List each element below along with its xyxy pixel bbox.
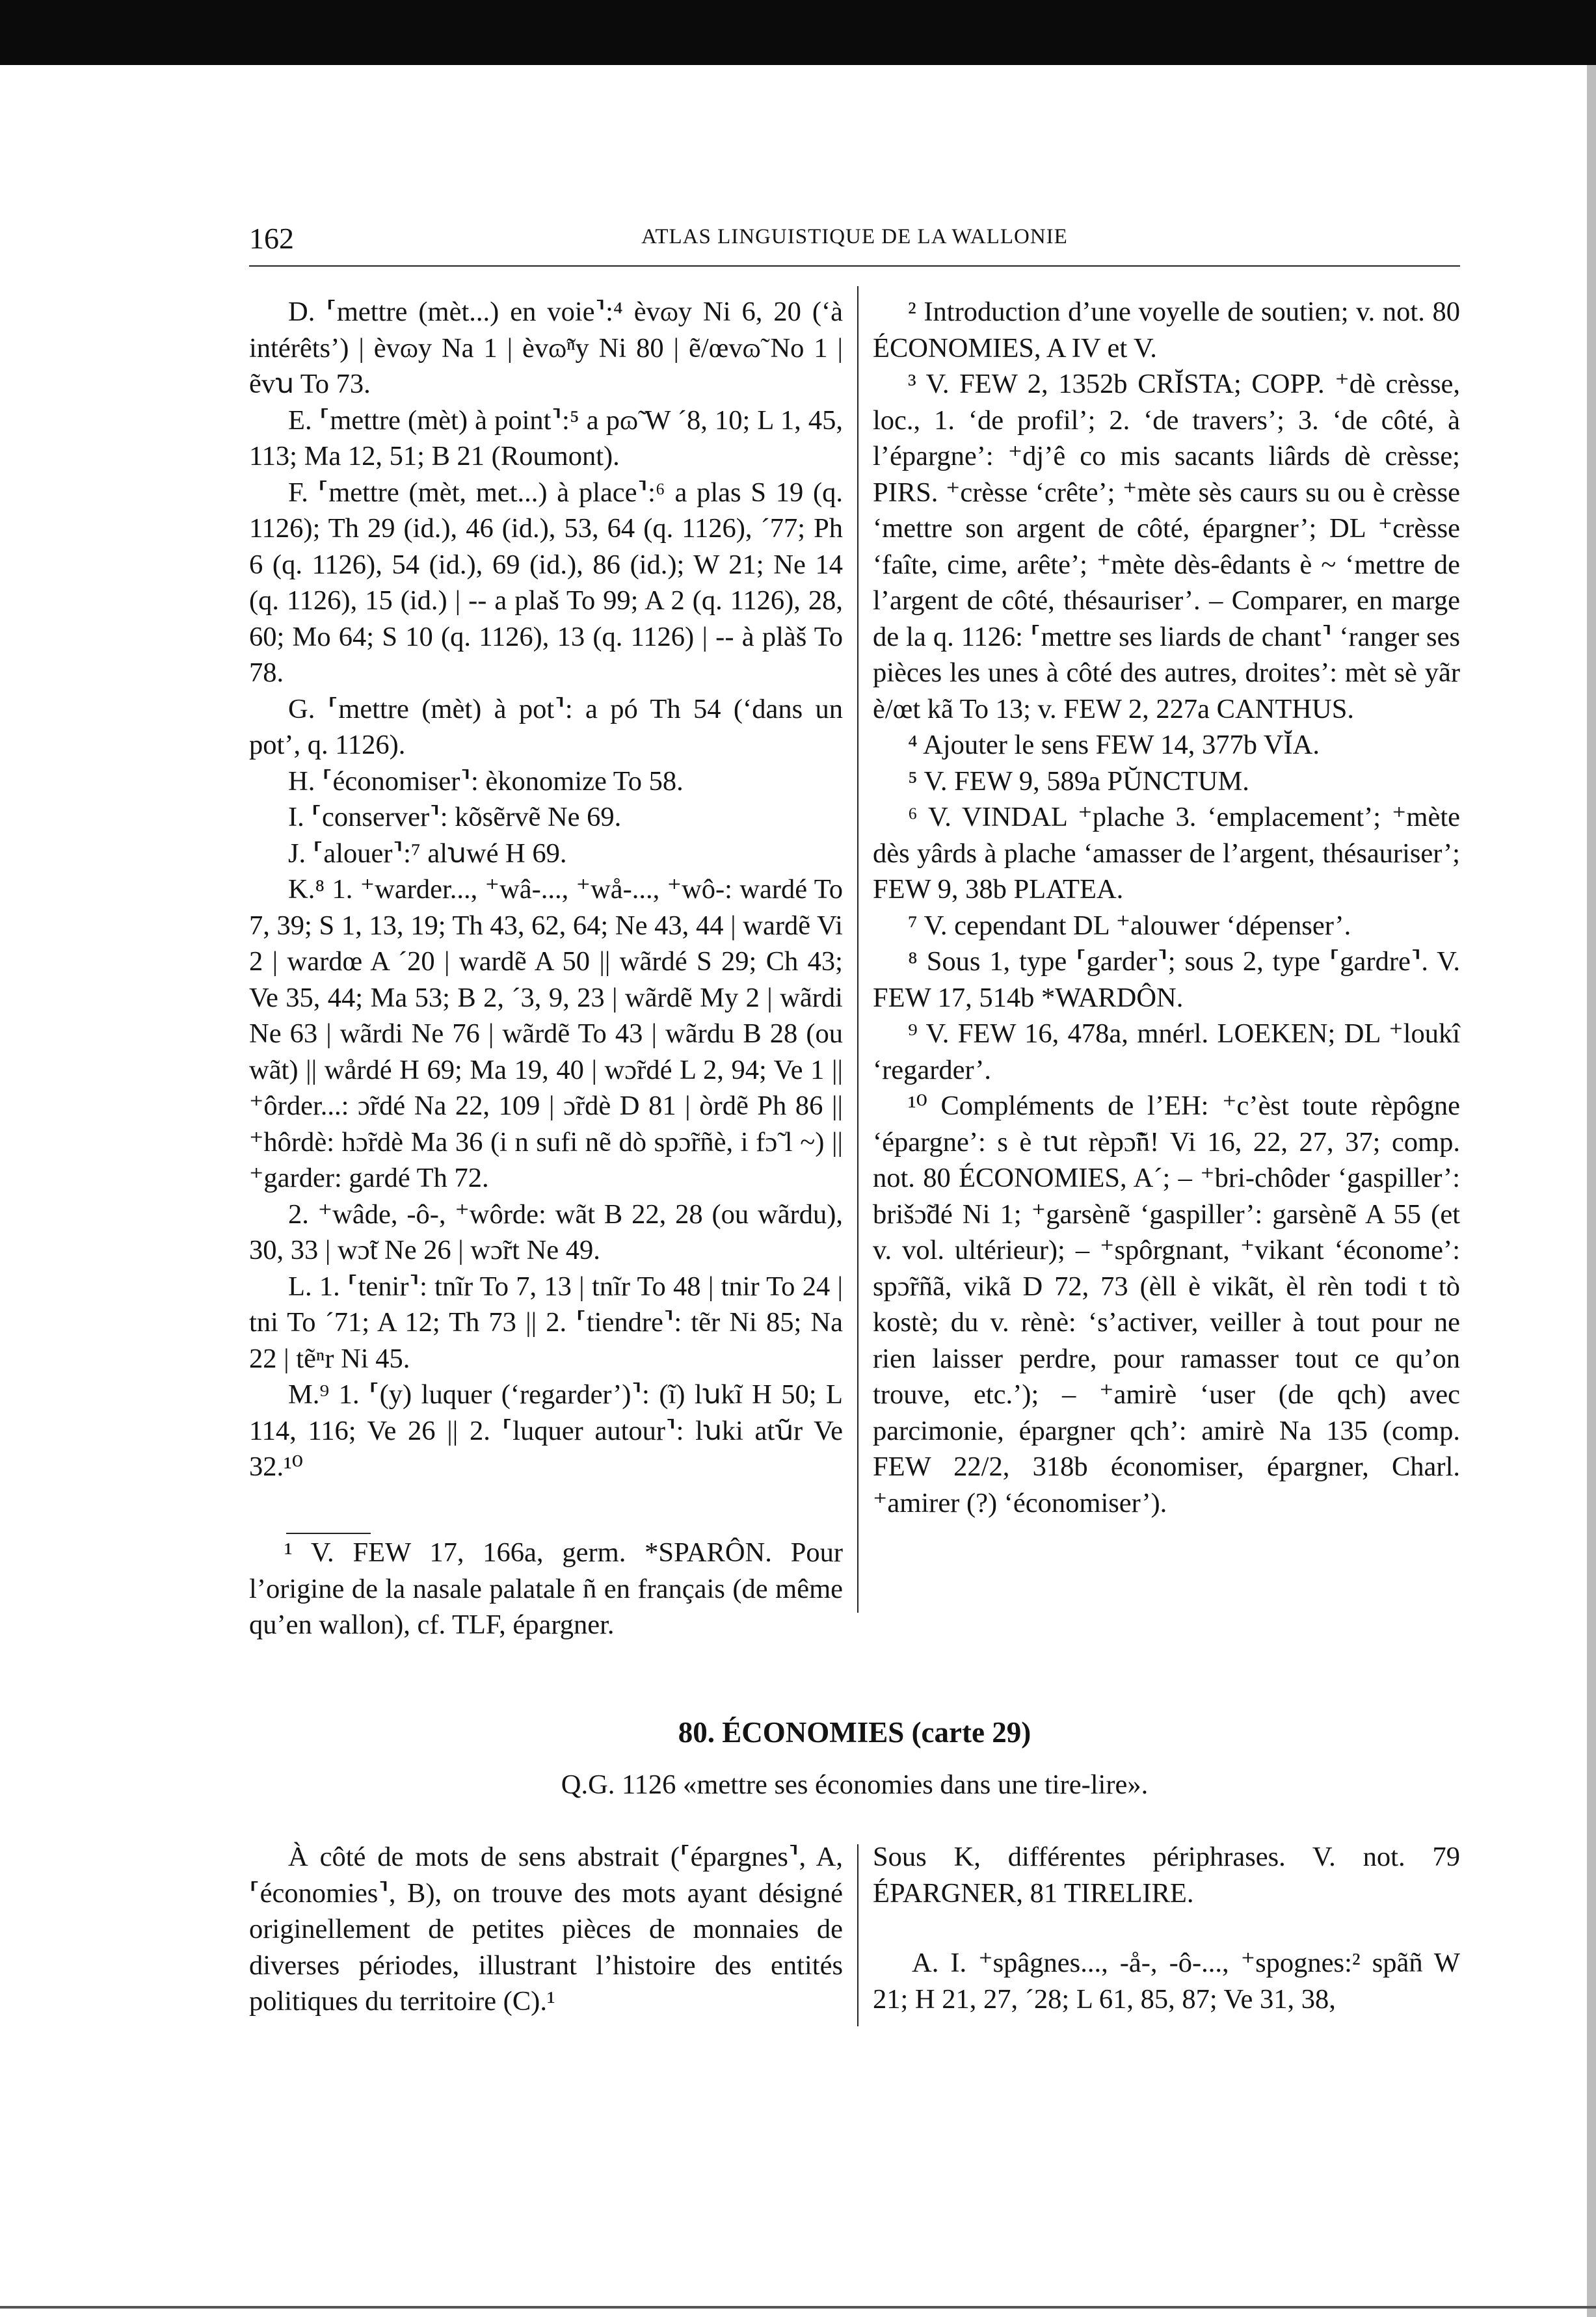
entry-j: J. ⸢alouer⸣:⁷ alꭒwé H 69. (288, 838, 567, 869)
entry-i: I. ⸢conserver⸣: kõsẽrvẽ Ne 69. (288, 802, 622, 832)
entry-e: E. ⸢mettre (mèt) à point⸣:⁵ a pɷ̃ W ´8, 10; L 1, 45, 113; Ma 12, 51; B 21 (Roumont). (249, 404, 843, 471)
right-column-notes (873, 294, 1460, 1521)
footnote-6: ⁶ V. VINDAL ⁺plache 3. ‘emplacement’; ⁺mète dès yârds à plache ‘amasser de l’argent, thésauriser’; FEW 9, 38b PLATEA. (873, 802, 1460, 905)
footnote-rule (286, 1533, 371, 1534)
entry-h: H. ⸢économiser⸣: èkonomize To 58. (288, 765, 684, 797)
footnote-10: ¹⁰ Compléments de l’EH: ⁺c’èst toute rèpôgne ‘épargne’: s è tꭒt rèpɔ̃ñ! Vi 16, 22, 27, 37; comp. not. 80 ÉCONOMIES, A´; – ⁺bri-chôder ‘gaspiller’: brišɔ̃dé Ni 1; ⁺garsènẽ ‘gaspiller’: garsènẽ A 55 (et v. vol. ultérieur); – ⁺spôrgnant, ⁺vikant ‘économe’: spɔ̃rñã, vikã D 72, 73 (èll è vikãt, èl rèn todi t tò kostè; du v. rènè: ‘s’activer, veiller à tout pour ne rien laisser perdre, pour ramasser tout ce qu’on trouve, etc.’); – ⁺amirè ‘user (de qch) avec parcimonie, épargner qch’: amirè Na 135 (comp. FEW 22/2, 318b économiser, épargner, Charl. ⁺amirer (?) ‘économiser’). (873, 1091, 1460, 1518)
section-intro: À côté de mots de sens abstrait (⸢épargnes⸣, A, ⸢économies⸣, B), on trouve des mots ayant désigné originellement de petites pièces de monnaies de diverses périodes, illustrant l’histoire des entités politiques du territoire (C).¹ (249, 1842, 843, 2017)
entry-k1: K.⁸ 1. ⁺warder..., ⁺wâ-..., ⁺wå-..., ⁺wô-: wardé To 7, 39; S 1, 13, 19; Th 43, 62, 64; Ne 43, 44 | wardẽ Vi 2 | wardœ A ´20 | wardẽ A 50 || wãrdé S 29; Ch 43; Ve 35, 44; Ma 53; B 2, ´3, 9, 23 | wãrdẽ My 2 | wãrdi Ne 63 | wãrdi Ne 76 | wãrdẽ To 43 | wãrdu B 28 (ou wãt) || wårdé H 69; Ma 19, 40 | wɔ̃rdé L 2, 94; Ve 1 || ⁺ôrder...: ɔ̃rdé Na 22, 109 | ɔ̃rdè D 81 | òrdẽ Ph 86 || ⁺hôrdè: hɔ̃rdè Ma 36 (i n sufi nẽ dò spɔ̃rñè, i fɔ̃ l ~) || ⁺garder: gardé Th 72. (249, 874, 843, 1193)
footnote-5: ⁵ V. FEW 9, 589a PŬNCTUM. (908, 765, 1249, 797)
page-number: 162 (249, 222, 294, 255)
column-divider-bottom (857, 1844, 858, 2026)
running-title: ATLAS LINGUISTIQUE DE LA WALLONIE (641, 225, 1068, 248)
section-right-para-1: Sous K, différentes périphrases. V. not. 79 ÉPARGNER, 81 TIRELIRE. (873, 1842, 1460, 1909)
section-right-para-2: A. I. ⁺spâgnes..., -å-, -ô-..., ⁺spognes:² spãñ W 21; H 21, 27, ´28; L 61, 85, 87; Ve 31, 38, (873, 1948, 1460, 2015)
section-right-text (873, 1839, 1460, 2017)
scan-right-edge (1587, 65, 1596, 2317)
entry-k2: 2. ⁺wâde, -ô-, ⁺wôrde: wãt B 22, 28 (ou wãrdu), 30, 33 | wɔ̃t Ne 26 | wɔ̃rt Ne 49. (249, 1198, 843, 1265)
footnote-4: ⁴ Ajouter le sens FEW 14, 377b VĬA. (908, 730, 1320, 760)
footnote-3: ³ V. FEW 2, 1352b CRĬSTA; COPP. ⁺dè crèsse, loc., 1. ‘de profil’; 2. ‘de travers’; 3. ‘de côté, à l’épargne’: ⁺dj’ê co mis sacants liârds dè crèsse; PIRS. ⁺crèsse ‘crête’; ⁺mète sès caurs su ou è crèsse ‘mettre son argent de côté, épargner’; DL ⁺crèsse ‘faîte, cime, arête’; ⁺mète dès-êdants è ~ ‘mettre de l’argent de côté, thésauriser’. – Comparer, en marge de la q. 1126: ⸢mettre ses liards de chant⸣ ‘ranger ses pièces les unes à côté des autres, droites’: mèt sè yãr è/œt kã To 13; v. FEW 2, 227a CANTHUS. (873, 369, 1460, 724)
footnote-7: ⁷ V. cependant DL ⁺alouwer ‘dépenser’. (908, 910, 1351, 941)
section-subtitle: Q.G. 1126 «mettre ses économies dans une tire-lire». (561, 1769, 1149, 1800)
left-column (249, 294, 843, 1485)
page-header (249, 221, 1460, 260)
footnote-2: ² Introduction d’une voyelle de soutien; v. not. 80 ÉCONOMIES, A IV et V. (873, 297, 1460, 364)
section-left-text (249, 1839, 843, 2020)
left-footnote-block (249, 1535, 843, 1643)
column-divider-top (857, 286, 858, 1613)
header-rule (249, 265, 1460, 267)
entry-g: G. ⸢mettre (mèt) à pot⸣: a pó Th 54 (‘dans un pot’, q. 1126). (249, 693, 843, 760)
scan-bottom-border (0, 2306, 1596, 2309)
section-title: 80. ÉCONOMIES (carte 29) (678, 1716, 1031, 1749)
entry-f: F. ⸢mettre (mèt, met...) à place⸣:⁶ a plas S 19 (q. 1126); Th 29 (id.), 46 (id.), 53, 64 (q. 1126), ´77; Ph 6 (q. 1126), 54 (id.), 69 (id.), 86 (id.); W 21; Ne 14 (q. 1126), 15 (id.) | -- a plaš To 99; A 2 (q. 1126), 28, 60; Mo 64; S 10 (q. 1126), 13 (q. 1126) | -- à plàš To 78. (249, 477, 843, 688)
entry-l: L. 1. ⸢tenir⸣: tnĩr To 7, 13 | tnĩr To 48 | tnir To 24 | tni To ´71; A 12; Th 73 || 2. ⸢tiendre⸣: tẽr Ni 85; Na 22 | tẽⁿr Ni 45. (249, 1271, 843, 1374)
entry-m: M.⁹ 1. ⸢(y) luquer (‘regarder’)⸣: (ĩ) lꭒkĩ H 50; L 114, 116; Ve 26 || 2. ⸢luquer autour⸣: lꭒki atꭒ̃r Ve 32.¹⁰ (249, 1379, 843, 1482)
footnote-1: ¹ V. FEW 17, 166a, germ. *SPARÔN. Pour l’origine de la nasale palatale ñ en français (de même qu’en wallon), cf. TLF, épargner. (249, 1537, 843, 1640)
footnote-9: ⁹ V. FEW 16, 478a, mnérl. LOEKEN; DL ⁺loukî ‘regarder’. (873, 1018, 1460, 1085)
entry-d: D. ⸢mettre (mèt...) en voie⸣:⁴ èvɷy Ni 6, 20 (‘à intérêts’) | èvɷy Na 1 | èvɷ̃ⁿy Ni 80 | ẽ/œvɷ̃ No 1 | ẽvꭒ To 73. (249, 297, 843, 399)
footnote-8: ⁸ Sous 1, type ⸢garder⸣; sous 2, type ⸢gardre⸣. V. FEW 17, 514b *WARDÔN. (873, 946, 1460, 1013)
scan-top-border (0, 0, 1596, 65)
